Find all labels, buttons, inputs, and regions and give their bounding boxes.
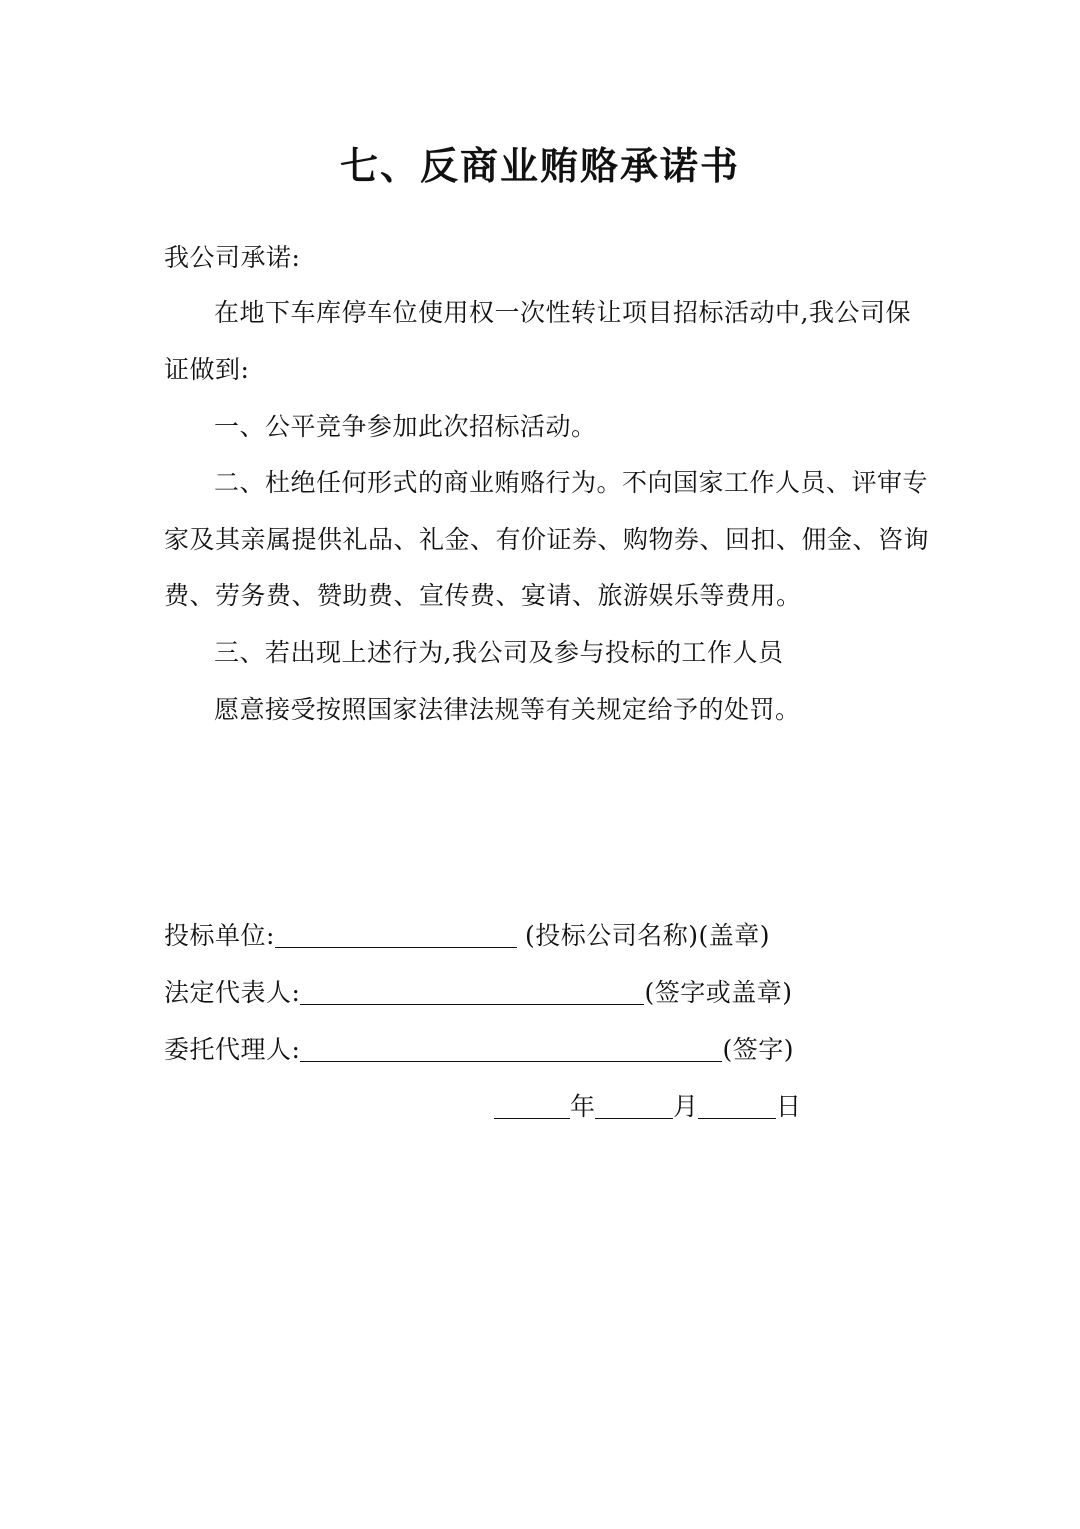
greeting: 我公司承诺:	[164, 243, 301, 272]
agent-blank[interactable]	[300, 1031, 722, 1062]
bidder-label: 投标单位:	[164, 921, 275, 950]
day-blank[interactable]	[698, 1088, 776, 1119]
agent-label: 委托代理人:	[164, 1035, 301, 1064]
legal-rep-label: 法定代表人:	[164, 978, 301, 1007]
date-row	[494, 1087, 801, 1127]
item-2-line-2: 家及其亲属提供礼品、礼金、有价证券、购物券、回扣、佣金、咨询	[164, 525, 930, 554]
legal-rep-note: (签字或盖章)	[644, 978, 793, 1007]
item-2-line-1: 二、杜绝任何形式的商业贿赂行为。不向国家工作人员、评审专	[214, 468, 929, 497]
month-blank[interactable]	[595, 1088, 673, 1119]
intro-line-1: 在地下车库停车位使用权一次性转让项目招标活动中,我公司保	[214, 298, 911, 327]
bidder-note: (投标公司名称)(盖章)	[524, 921, 770, 950]
agent-note: (签字)	[722, 1035, 794, 1064]
intro-line-2: 证做到:	[164, 355, 250, 384]
year-blank[interactable]	[494, 1088, 570, 1119]
year-label: 年	[570, 1092, 596, 1121]
legal-rep-row	[164, 973, 792, 1013]
agent-row	[164, 1030, 794, 1070]
document-title: 七、反商业贿赂承诺书	[339, 143, 740, 188]
month-label: 月	[673, 1092, 699, 1121]
legal-rep-blank[interactable]	[300, 974, 644, 1005]
bidder-row	[164, 916, 770, 956]
bidder-blank[interactable]	[275, 917, 517, 948]
day-label: 日	[776, 1092, 802, 1121]
item-1: 一、公平竞争参加此次招标活动。	[214, 412, 597, 441]
item-3-line-2: 愿意接受按照国家法律法规等有关规定给予的处罚。	[214, 695, 801, 724]
item-2-line-3: 费、劳务费、赞助费、宣传费、宴请、旅游娱乐等费用。	[164, 581, 802, 610]
item-3-line-1: 三、若出现上述行为,我公司及参与投标的工作人员	[214, 638, 784, 667]
